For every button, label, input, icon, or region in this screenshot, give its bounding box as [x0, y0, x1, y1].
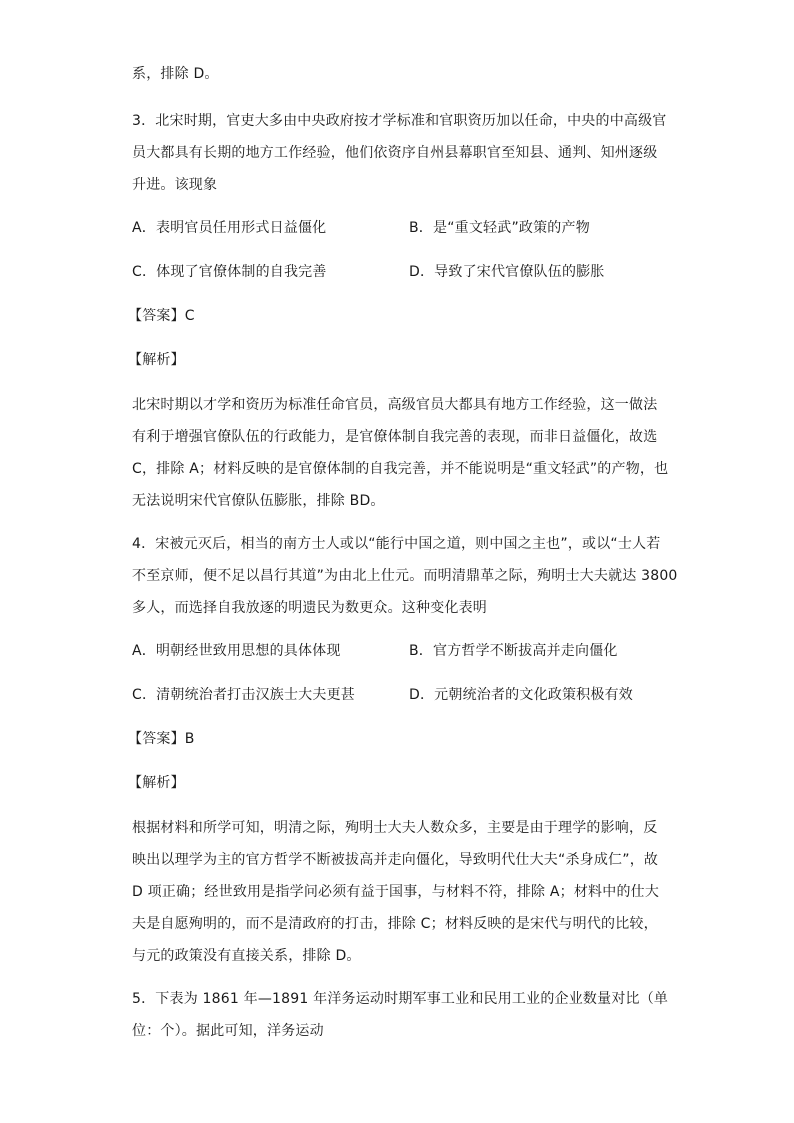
continuation-text: 系，排除 D。 [132, 66, 219, 82]
q5-stem-line-1: 5．下表为 1861 年—1891 年洋务运动时期军事工业和民用工业的企业数量对比（单 [132, 991, 669, 1007]
q4-analysis-label: 【解析】 [128, 775, 185, 791]
q3-analysis-label: 【解析】 [128, 352, 185, 368]
q3-stem-line-2: 员大都具有长期的地方工作经验，他们依资序自州县幕职官至知县、通判、知州逐级 [132, 145, 658, 161]
q4-stem-line-1: 4．宋被元灭后，相当的南方士人或以“能行中国之道，则中国之主也”，或以“士人若 [132, 536, 661, 552]
q4-analysis-line-2: 映出以理学为主的官方哲学不断被拔高并走向僵化，导致明代仕大夫“杀身成仁”，故 [132, 852, 659, 868]
q4-option-d: D．元朝统治者的文化政策积极有效 [409, 687, 633, 703]
q4-option-b: B．官方哲学不断拔高并走向僵化 [409, 643, 618, 659]
q3-option-a: A．表明官员任用形式日益僵化 [132, 220, 327, 236]
q3-stem-line-3: 升进。该现象 [132, 177, 218, 193]
q4-analysis-line-3: D 项正确；经世致用是指学问必须有益于国事，与材料不符，排除 A；材料中的仕大 [132, 884, 660, 900]
q3-answer: 【答案】C [128, 308, 195, 324]
q4-analysis-line-4: 夫是自愿殉明的，而不是清政府的打击，排除 C；材料反映的是宋代与明代的比较， [132, 916, 658, 932]
q3-analysis-line-2: 有利于增强官僚队伍的行政能力，是官僚体制自我完善的表现，而非日益僵化，故选 [132, 429, 658, 445]
q4-answer: 【答案】B [128, 731, 195, 747]
q3-option-b: B．是“重文轻武”政策的产物 [409, 220, 590, 236]
q3-option-d: D．导致了宋代官僚队伍的膨胀 [409, 264, 605, 280]
q3-option-c: C．体现了官僚体制的自我完善 [132, 264, 327, 280]
q4-option-c: C．清朝统治者打击汉族士大夫更甚 [132, 687, 355, 703]
q4-stem-line-2: 不至京师，便不足以昌行其道”为由北上仕元。而明清鼎革之际，殉明士大夫就达 3800 [132, 568, 678, 584]
q3-analysis-line-3: C，排除 A；材料反映的是官僚体制的自我完善，并不能说明是“重文轻武”的产物，也 [132, 461, 669, 477]
q4-stem-line-3: 多人，而选择自我放逐的明遗民为数更众。这种变化表明 [132, 600, 487, 616]
q4-analysis-line-1: 根据材料和所学可知，明清之际，殉明士大夫人数众多，主要是由于理学的影响，反 [132, 820, 658, 836]
q4-analysis-line-5: 与元的政策没有直接关系，排除 D。 [132, 948, 361, 964]
q5-stem-line-2: 位：个）。据此可知，洋务运动 [132, 1023, 324, 1039]
q3-analysis-line-4: 无法说明宋代官僚队伍膨胀，排除 BD。 [132, 493, 385, 509]
q4-option-a: A．明朝经世致用思想的具体体现 [132, 643, 341, 659]
q3-analysis-line-1: 北宋时期以才学和资历为标准任命官员，高级官员大都具有地方工作经验，这一做法 [132, 397, 658, 413]
q3-stem-line-1: 3．北宋时期，官吏大多由中央政府按才学标准和官职资历加以任命，中央的中高级官 [132, 113, 667, 129]
